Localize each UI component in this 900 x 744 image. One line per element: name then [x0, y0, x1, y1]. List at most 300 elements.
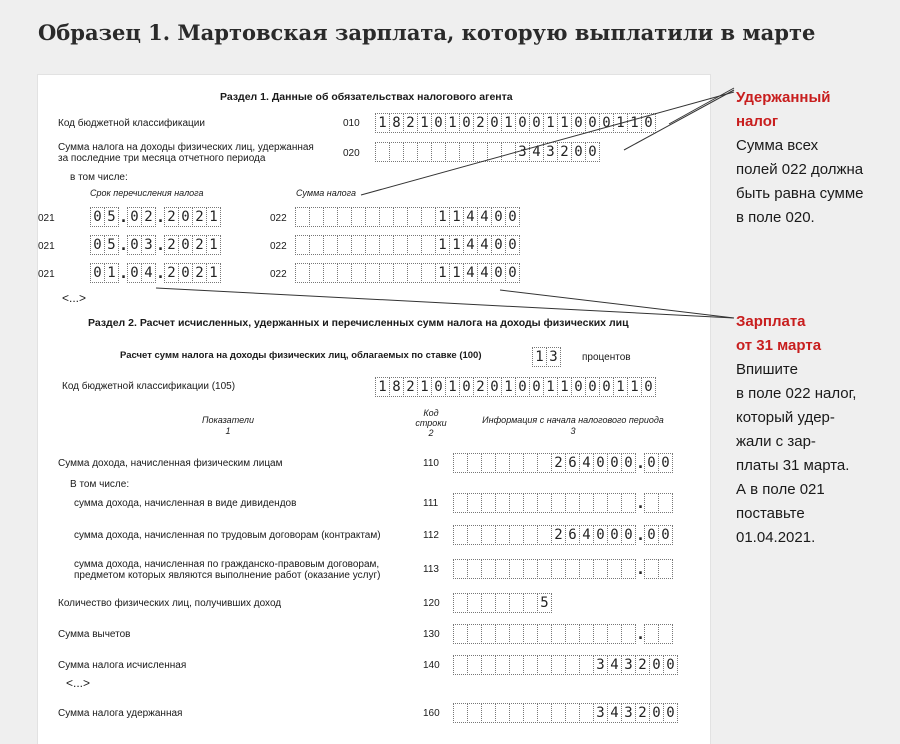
digit-cell[interactable]: 0: [571, 377, 586, 397]
separator-dot: .: [636, 560, 646, 578]
s1-row1-sum-code: 022: [270, 213, 287, 224]
digit-cell[interactable]: 2: [192, 207, 207, 227]
digit-cell[interactable]: 4: [477, 263, 492, 283]
digit-cell[interactable]: 0: [599, 113, 614, 133]
digit-cell[interactable]: [481, 453, 496, 473]
digit-cell[interactable]: 3: [546, 347, 561, 367]
digit-cell[interactable]: 5: [537, 593, 552, 613]
digit-cell[interactable]: 0: [593, 453, 608, 473]
r140-code: 140: [423, 660, 440, 671]
digit-cell[interactable]: 3: [543, 142, 558, 162]
digit-cell[interactable]: [593, 559, 608, 579]
digit-cell[interactable]: [523, 655, 538, 675]
digit-cell[interactable]: [375, 142, 390, 162]
digit-cell[interactable]: [621, 559, 636, 579]
digit-cell[interactable]: 5: [104, 207, 119, 227]
digit-cell[interactable]: 0: [178, 207, 193, 227]
digit-cell[interactable]: [421, 263, 436, 283]
col2-title-2: строки: [415, 418, 447, 428]
digit-cell[interactable]: 4: [477, 235, 492, 255]
digit-cell[interactable]: [309, 207, 324, 227]
digit-cell[interactable]: [393, 207, 408, 227]
digit-cell[interactable]: 0: [663, 655, 678, 675]
digit-cell[interactable]: 3: [515, 142, 530, 162]
s1-row1-sum-field[interactable]: [296, 207, 520, 227]
digit-cell[interactable]: [453, 525, 468, 545]
digit-cell[interactable]: [495, 593, 510, 613]
digit-cell[interactable]: [323, 263, 338, 283]
r120-code: 120: [423, 598, 440, 609]
digit-cell[interactable]: [323, 207, 338, 227]
digit-cell[interactable]: 0: [487, 113, 502, 133]
digit-cell[interactable]: 2: [192, 235, 207, 255]
digit-cell[interactable]: [537, 624, 552, 644]
digit-cell[interactable]: [523, 559, 538, 579]
digit-cell[interactable]: 0: [529, 377, 544, 397]
separator-dot: .: [156, 208, 166, 226]
digit-cell[interactable]: 0: [431, 377, 446, 397]
digit-cell[interactable]: 0: [459, 113, 474, 133]
digit-cell[interactable]: [593, 624, 608, 644]
r112-label: сумма дохода, начисленная по трудовым договорам (контрактам): [74, 530, 381, 541]
digit-cell[interactable]: [467, 593, 482, 613]
digit-cell[interactable]: [537, 703, 552, 723]
digit-cell[interactable]: 1: [104, 263, 119, 283]
note2-line: в поле 022 налог,: [736, 385, 857, 402]
digit-cell[interactable]: 0: [505, 235, 520, 255]
digit-cell[interactable]: 2: [192, 263, 207, 283]
digit-cell[interactable]: [421, 207, 436, 227]
digit-cell[interactable]: 0: [90, 207, 105, 227]
digit-cell[interactable]: [509, 559, 524, 579]
digit-cell[interactable]: 0: [127, 263, 142, 283]
digit-cell[interactable]: [551, 493, 566, 513]
digit-cell[interactable]: [453, 559, 468, 579]
digit-cell[interactable]: [509, 493, 524, 513]
digit-cell[interactable]: 2: [473, 113, 488, 133]
r130-field[interactable]: [454, 624, 673, 644]
digit-cell[interactable]: 2: [473, 377, 488, 397]
digit-cell[interactable]: 1: [613, 377, 628, 397]
digit-cell[interactable]: 0: [127, 207, 142, 227]
s1-row3-sum-code: 022: [270, 269, 287, 280]
s1-tax-field[interactable]: [376, 142, 600, 162]
digit-cell[interactable]: 2: [551, 453, 566, 473]
digit-cell[interactable]: [509, 525, 524, 545]
digit-cell[interactable]: [393, 263, 408, 283]
digit-cell[interactable]: [337, 235, 352, 255]
separator-dot: .: [636, 526, 646, 544]
digit-cell[interactable]: [365, 207, 380, 227]
digit-cell[interactable]: [579, 655, 594, 675]
r112-field[interactable]: [454, 525, 673, 545]
r113-label-1: сумма дохода, начисленная по гражданско-правовым договорам,: [74, 559, 380, 570]
digit-cell[interactable]: [658, 559, 673, 579]
digit-cell[interactable]: [523, 624, 538, 644]
digit-cell[interactable]: 0: [585, 142, 600, 162]
digit-cell[interactable]: 6: [565, 525, 580, 545]
digit-cell[interactable]: [607, 624, 622, 644]
digit-cell[interactable]: 0: [641, 113, 656, 133]
digit-cell[interactable]: 0: [431, 113, 446, 133]
digit-cell[interactable]: [579, 493, 594, 513]
digit-cell[interactable]: [431, 142, 446, 162]
digit-cell[interactable]: [389, 142, 404, 162]
digit-cell[interactable]: 3: [593, 703, 608, 723]
digit-cell[interactable]: 0: [658, 525, 673, 545]
digit-cell[interactable]: [481, 525, 496, 545]
r111-code: 111: [423, 498, 439, 509]
note1-line: Сумма всех: [736, 137, 819, 154]
digit-cell[interactable]: 1: [445, 113, 460, 133]
digit-cell[interactable]: [421, 235, 436, 255]
digit-cell[interactable]: 1: [627, 377, 642, 397]
s1-incl-label: в том числе:: [70, 172, 128, 183]
r110-field[interactable]: [454, 453, 673, 473]
digit-cell[interactable]: [495, 703, 510, 723]
digit-cell[interactable]: [523, 525, 538, 545]
note2-title-1: Зарплата: [736, 313, 806, 330]
digit-cell[interactable]: [565, 493, 580, 513]
digit-cell[interactable]: [565, 559, 580, 579]
digit-cell[interactable]: 0: [621, 525, 636, 545]
digit-cell[interactable]: 1: [206, 207, 221, 227]
digit-cell[interactable]: 0: [178, 263, 193, 283]
col3-title: Информация с начала налогового периода: [482, 415, 664, 425]
digit-cell[interactable]: 1: [449, 263, 464, 283]
col3-num: 3: [570, 426, 576, 436]
digit-cell[interactable]: 1: [501, 113, 516, 133]
s2-incl-label: В том числе:: [70, 479, 130, 490]
digit-cell[interactable]: [537, 525, 552, 545]
digit-cell[interactable]: [379, 235, 394, 255]
s1-kbk-code: 010: [343, 118, 360, 129]
digit-cell[interactable]: [467, 624, 482, 644]
digit-cell[interactable]: 0: [593, 525, 608, 545]
digit-cell[interactable]: 0: [644, 525, 659, 545]
digit-cell[interactable]: 4: [607, 655, 622, 675]
digit-cell[interactable]: [407, 207, 422, 227]
digit-cell[interactable]: [495, 559, 510, 579]
digit-cell[interactable]: 1: [375, 377, 390, 397]
digit-cell[interactable]: [295, 207, 310, 227]
digit-cell[interactable]: 4: [607, 703, 622, 723]
digit-cell[interactable]: [453, 493, 468, 513]
digit-cell[interactable]: 1: [206, 235, 221, 255]
digit-cell[interactable]: [365, 235, 380, 255]
digit-cell[interactable]: 0: [178, 235, 193, 255]
digit-cell[interactable]: [495, 655, 510, 675]
digit-cell[interactable]: [509, 453, 524, 473]
digit-cell[interactable]: 0: [529, 113, 544, 133]
digit-cell[interactable]: [579, 703, 594, 723]
digit-cell[interactable]: 0: [487, 377, 502, 397]
note1-line: полей 022 должна: [736, 161, 864, 178]
digit-cell[interactable]: 0: [515, 113, 530, 133]
digit-cell[interactable]: 0: [641, 377, 656, 397]
s1-row2-sum-code: 022: [270, 241, 287, 252]
digit-cell[interactable]: [473, 142, 488, 162]
digit-cell[interactable]: 0: [505, 207, 520, 227]
digit-cell[interactable]: 2: [635, 655, 650, 675]
digit-cell[interactable]: 0: [505, 263, 520, 283]
s2-kbk-field[interactable]: [376, 377, 656, 397]
digit-cell[interactable]: 4: [463, 207, 478, 227]
digit-cell[interactable]: 2: [551, 525, 566, 545]
digit-cell[interactable]: [453, 703, 468, 723]
digit-cell[interactable]: 1: [417, 377, 432, 397]
digit-cell[interactable]: [309, 235, 324, 255]
digit-cell[interactable]: [337, 263, 352, 283]
digit-cell[interactable]: 2: [635, 703, 650, 723]
note1-title-2: налог: [736, 113, 779, 130]
digit-cell[interactable]: [551, 655, 566, 675]
digit-cell[interactable]: [337, 207, 352, 227]
digit-cell[interactable]: 1: [435, 207, 450, 227]
digit-cell[interactable]: [621, 493, 636, 513]
digit-cell[interactable]: [467, 703, 482, 723]
digit-cell[interactable]: [593, 493, 608, 513]
digit-cell[interactable]: 1: [627, 113, 642, 133]
digit-cell[interactable]: [644, 559, 659, 579]
digit-cell[interactable]: [481, 559, 496, 579]
digit-cell[interactable]: [445, 142, 460, 162]
digit-cell[interactable]: [644, 493, 659, 513]
digit-cell[interactable]: [467, 453, 482, 473]
digit-cell[interactable]: 2: [403, 113, 418, 133]
digit-cell[interactable]: 2: [164, 207, 179, 227]
s1-row3-sum-field[interactable]: [296, 263, 520, 283]
digit-cell[interactable]: [453, 593, 468, 613]
s1-kbk-label: Код бюджетной классификации: [58, 118, 205, 129]
digit-cell[interactable]: 4: [529, 142, 544, 162]
digit-cell[interactable]: 4: [463, 235, 478, 255]
separator-dot: .: [156, 264, 166, 282]
s1-row3-date-code: 021: [38, 269, 55, 280]
digit-cell[interactable]: [481, 593, 496, 613]
digit-cell[interactable]: [365, 263, 380, 283]
digit-cell[interactable]: [658, 624, 673, 644]
digit-cell[interactable]: 0: [649, 703, 664, 723]
digit-cell[interactable]: 0: [621, 453, 636, 473]
digit-cell[interactable]: [579, 624, 594, 644]
section2-heading: Раздел 2. Расчет исчисленных, удержанных и перечисленных сумм налога на доходы физических лиц: [88, 317, 629, 329]
digit-cell[interactable]: 2: [141, 207, 156, 227]
digit-cell[interactable]: 0: [90, 263, 105, 283]
digit-cell[interactable]: 1: [613, 113, 628, 133]
digit-cell[interactable]: [551, 559, 566, 579]
s1-row1-date-field[interactable]: [91, 207, 221, 227]
digit-cell[interactable]: [537, 493, 552, 513]
digit-cell[interactable]: 8: [389, 113, 404, 133]
digit-cell[interactable]: 0: [491, 207, 506, 227]
digit-cell[interactable]: 1: [543, 113, 558, 133]
digit-cell[interactable]: 0: [649, 655, 664, 675]
digit-cell[interactable]: 1: [206, 263, 221, 283]
digit-cell[interactable]: 0: [90, 235, 105, 255]
digit-cell[interactable]: [481, 703, 496, 723]
digit-cell[interactable]: [351, 207, 366, 227]
digit-cell[interactable]: 5: [104, 235, 119, 255]
digit-cell[interactable]: 0: [459, 377, 474, 397]
digit-cell[interactable]: 1: [435, 235, 450, 255]
digit-cell[interactable]: [523, 593, 538, 613]
digit-cell[interactable]: [467, 493, 482, 513]
s1-kbk-field[interactable]: [376, 113, 656, 133]
digit-cell[interactable]: 4: [477, 207, 492, 227]
digit-cell[interactable]: [453, 624, 468, 644]
s2-rate-field[interactable]: [533, 347, 561, 367]
r111-field[interactable]: [454, 493, 673, 513]
digit-cell[interactable]: [537, 559, 552, 579]
digit-cell[interactable]: [644, 624, 659, 644]
digit-cell[interactable]: [565, 655, 580, 675]
digit-cell[interactable]: 2: [403, 377, 418, 397]
r160-label: Сумма налога удержанная: [58, 708, 183, 719]
digit-cell[interactable]: 1: [449, 235, 464, 255]
digit-cell[interactable]: [453, 453, 468, 473]
digit-cell[interactable]: 1: [501, 377, 516, 397]
digit-cell[interactable]: [417, 142, 432, 162]
digit-cell[interactable]: [467, 559, 482, 579]
digit-cell[interactable]: 0: [607, 453, 622, 473]
r110-code: 110: [423, 458, 439, 469]
digit-cell[interactable]: 0: [585, 113, 600, 133]
section1-heading: Раздел 1. Данные об обязательствах налогового агента: [220, 91, 513, 103]
r112-code: 112: [423, 530, 439, 541]
digit-cell[interactable]: 1: [375, 113, 390, 133]
s1-row2-date-field[interactable]: [91, 235, 221, 255]
digit-cell[interactable]: [295, 235, 310, 255]
note1-title-1: Удержанный: [736, 89, 831, 106]
digit-cell[interactable]: [495, 624, 510, 644]
digit-cell[interactable]: [509, 593, 524, 613]
digit-cell[interactable]: [551, 703, 566, 723]
digit-cell[interactable]: 1: [449, 207, 464, 227]
digit-cell[interactable]: [565, 624, 580, 644]
digit-cell[interactable]: [509, 624, 524, 644]
note2-title-2: от 31 марта: [736, 337, 822, 354]
r120-field[interactable]: [454, 593, 552, 613]
digit-cell[interactable]: [379, 263, 394, 283]
digit-cell[interactable]: [309, 263, 324, 283]
digit-cell[interactable]: 1: [557, 377, 572, 397]
digit-cell[interactable]: [481, 493, 496, 513]
digit-cell[interactable]: [523, 493, 538, 513]
digit-cell[interactable]: [579, 559, 594, 579]
digit-cell[interactable]: 0: [571, 113, 586, 133]
digit-cell[interactable]: 0: [644, 453, 659, 473]
digit-cell[interactable]: [467, 655, 482, 675]
digit-cell[interactable]: [537, 453, 552, 473]
digit-cell[interactable]: 0: [599, 377, 614, 397]
col2-title-1: Код: [423, 408, 439, 418]
digit-cell[interactable]: 0: [663, 703, 678, 723]
digit-cell[interactable]: [453, 655, 468, 675]
digit-cell[interactable]: 4: [579, 525, 594, 545]
digit-cell[interactable]: [495, 493, 510, 513]
digit-cell[interactable]: 2: [557, 142, 572, 162]
note2-line: который удер-: [736, 409, 835, 426]
digit-cell[interactable]: [621, 624, 636, 644]
digit-cell[interactable]: 3: [141, 235, 156, 255]
digit-cell[interactable]: 0: [658, 453, 673, 473]
digit-cell[interactable]: [467, 525, 482, 545]
digit-cell[interactable]: [351, 263, 366, 283]
note2-line: жали с зар-: [736, 433, 816, 450]
digit-cell[interactable]: 3: [593, 655, 608, 675]
digit-cell[interactable]: [551, 624, 566, 644]
digit-cell[interactable]: [403, 142, 418, 162]
s1-row3-date-field[interactable]: [91, 263, 221, 283]
digit-cell[interactable]: [481, 655, 496, 675]
digit-cell[interactable]: [295, 263, 310, 283]
digit-cell[interactable]: [495, 525, 510, 545]
digit-cell[interactable]: 2: [164, 235, 179, 255]
digit-cell[interactable]: [351, 235, 366, 255]
digit-cell[interactable]: 0: [127, 235, 142, 255]
s1-tax-label-2: за последние три месяца отчетного периода: [58, 153, 266, 164]
digit-cell[interactable]: [481, 624, 496, 644]
digit-cell[interactable]: [379, 207, 394, 227]
digit-cell[interactable]: [407, 263, 422, 283]
digit-cell[interactable]: 4: [141, 263, 156, 283]
digit-cell[interactable]: 3: [621, 655, 636, 675]
digit-cell[interactable]: 0: [607, 525, 622, 545]
digit-cell[interactable]: [537, 655, 552, 675]
digit-cell[interactable]: 1: [435, 263, 450, 283]
digit-cell[interactable]: [658, 493, 673, 513]
digit-cell[interactable]: [509, 655, 524, 675]
digit-cell[interactable]: 3: [621, 703, 636, 723]
digit-cell[interactable]: [523, 703, 538, 723]
digit-cell[interactable]: [501, 142, 516, 162]
digit-cell[interactable]: 1: [543, 377, 558, 397]
digit-cell[interactable]: [523, 453, 538, 473]
digit-cell[interactable]: 0: [571, 142, 586, 162]
digit-cell[interactable]: [407, 235, 422, 255]
digit-cell[interactable]: [487, 142, 502, 162]
r113-field[interactable]: [454, 559, 673, 579]
digit-cell[interactable]: [459, 142, 474, 162]
r160-field[interactable]: [454, 703, 678, 723]
digit-cell[interactable]: 1: [557, 113, 572, 133]
digit-cell[interactable]: 1: [532, 347, 547, 367]
note2-line: А в поле 021: [736, 481, 825, 498]
s1-tax-code: 020: [343, 148, 360, 159]
digit-cell[interactable]: 4: [463, 263, 478, 283]
digit-cell[interactable]: [495, 453, 510, 473]
digit-cell[interactable]: 0: [515, 377, 530, 397]
r140-field[interactable]: [454, 655, 678, 675]
digit-cell[interactable]: [323, 235, 338, 255]
digit-cell[interactable]: 8: [389, 377, 404, 397]
digit-cell[interactable]: 1: [417, 113, 432, 133]
digit-cell[interactable]: 4: [579, 453, 594, 473]
digit-cell[interactable]: [565, 703, 580, 723]
digit-cell[interactable]: 1: [445, 377, 460, 397]
digit-cell[interactable]: 0: [585, 377, 600, 397]
digit-cell[interactable]: [393, 235, 408, 255]
s1-row2-sum-field[interactable]: [296, 235, 520, 255]
digit-cell[interactable]: 0: [491, 235, 506, 255]
digit-cell[interactable]: [607, 493, 622, 513]
digit-cell[interactable]: [607, 559, 622, 579]
digit-cell[interactable]: 6: [565, 453, 580, 473]
digit-cell[interactable]: [509, 703, 524, 723]
digit-cell[interactable]: 2: [164, 263, 179, 283]
digit-cell[interactable]: 0: [491, 263, 506, 283]
